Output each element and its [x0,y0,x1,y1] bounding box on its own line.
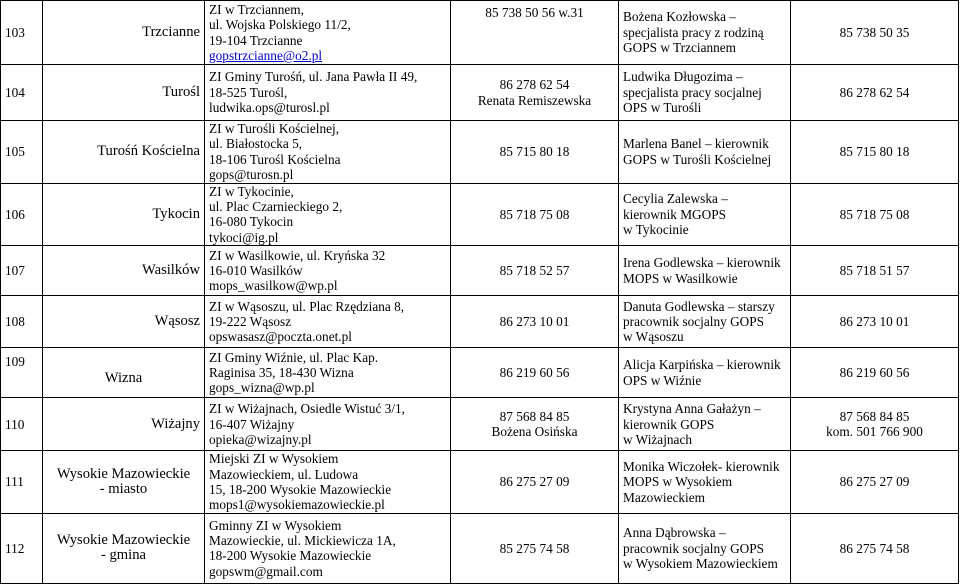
contact-line: Anna Dąbrowska – [623,525,726,541]
address-line: ZI Gminy Wiźnie, ul. Plac Kap. [209,349,379,365]
table-row [1,451,959,514]
address-line: Miejski ZI w Wysokiem [209,451,339,467]
address-cell [205,121,451,184]
row-number: 107 [1,246,43,296]
phone-cell [451,183,619,246]
row-number: 111 [1,451,43,514]
address-line: ul. Białostocka 5, [209,136,303,152]
address-cell [205,398,451,451]
address-line: ul. Wojska Polskiego 11/2, [209,17,351,33]
contact-person-cell [619,451,791,514]
phone-cell [451,348,619,398]
address-line: 16-407 Wiżajny [209,416,295,432]
contact-phone: 85 718 75 08 [791,183,959,246]
city-name: Trzcianne [43,1,205,65]
phone-number: 86 273 10 01 [499,314,570,330]
address-line: ZI w Trzciannem, [209,1,304,17]
contact-line: MOPS w Wasilkowie [623,270,738,286]
contact-line: Mazowieckiem [623,489,705,505]
contact-line: GOPS w Turośli Kościelnej [623,151,772,167]
contact-line: Ludwika Długozima – [623,69,743,85]
phone-cell [451,296,619,348]
table-row [1,348,959,398]
table-row [1,1,959,65]
city-name-cell [43,451,205,514]
table-row [1,65,959,121]
phone-number: 85 718 75 08 [499,206,570,222]
address-line: ZI w Wiżajnach, Osiedle Wistuć 3/1, [209,401,405,417]
contact-line: pracownik socjalny GOPS [623,314,765,330]
city-name: Turośń Kościelna [43,121,205,184]
phone-cell [451,451,619,514]
phone-number: 86 278 62 54 [499,77,570,93]
contact-phone: 86 273 10 01 [791,296,959,348]
row-number: 104 [1,65,43,121]
address-cell [205,513,451,583]
address-line: ZI w Turośli Kościelnej, [209,121,340,136]
contact-line: Marlena Banel – kierownik [623,136,769,152]
table-row [1,296,959,348]
city-name: Wysokie Mazowieckie [56,465,191,482]
contact-line: pracownik socjalny GOPS [623,540,765,556]
address-line: 18-525 Turośl, [209,84,288,100]
phone-number: 86 275 27 09 [499,474,570,490]
address-line: 16-010 Wasilków [209,263,303,279]
city-name: Wiżajny [43,398,205,451]
row-number: 106 [1,183,43,246]
contact-person-cell [619,513,791,583]
contact-line: OPS w Turośli [623,100,702,116]
address-line: Gminny ZI w Wysokiem [209,517,342,533]
address-cell [205,246,451,296]
city-name-cell [43,513,205,583]
contact-line: Cecylia Zalewska – [623,191,728,207]
contact-line: OPS w Wiźnie [623,372,702,388]
address-line: 18-106 Turośl Kościelna [209,151,341,167]
city-name: Turośl [43,65,205,121]
contact-line: w Wysokiem Mazowieckiem [623,556,778,572]
phone-cell [451,246,619,296]
contact-line: w Wiżajnach [623,431,692,447]
address-line: Mazowieckie, ul. Mickiewicza 1A, [209,532,396,548]
contact-line: Irena Godlewska – kierownik [623,255,781,271]
phone-cell [451,398,619,451]
contact-line: Krystyna Anna Gałażyn – [623,401,761,417]
address-line: ZI w Wąsoszu, ul. Plac Rzędziana 8, [209,298,405,314]
row-number: 109 [1,348,43,398]
table-row [1,183,959,246]
contact-line: GOPS w Trzciannem [623,40,737,56]
email-text: mops_wasilkow@wp.pl [209,278,338,294]
contact-person-cell [619,296,791,348]
address-line: 19-104 Trzcianne [209,32,303,48]
phone-cell [451,513,619,583]
city-name: Wasilków [43,246,205,296]
contact-line: w Wąsoszu [623,329,684,345]
phone-number: 87 568 84 85 [499,408,570,424]
contact-person-cell [619,1,791,65]
contact-line: specjalista pracy socjalnej [623,84,762,100]
address-cell [205,451,451,514]
email-text: opieka@wizajny.pl [209,431,312,447]
contact-person-cell [619,246,791,296]
contact-phone-cell [791,398,959,451]
address-line: ZI w Tykocinie, [209,183,294,199]
contact-phone: 86 278 62 54 [791,65,959,121]
address-line: Mazowieckiem, ul. Ludowa [209,466,359,482]
contact-phone: 85 715 80 18 [791,121,959,184]
contact-person-cell [619,398,791,451]
city-name: Wizna [43,348,205,398]
phone-number: 85 715 80 18 [499,144,570,160]
address-cell [205,296,451,348]
contact-line: Monika Wiczołek- kierownik [623,458,780,474]
address-cell [205,65,451,121]
row-number: 112 [1,513,43,583]
row-number: 108 [1,296,43,348]
address-line: 16-080 Tykocin [209,214,294,230]
contact-person-cell [619,65,791,121]
city-subtype: - miasto [99,481,148,498]
address-line: 15, 18-200 Wysokie Mazowieckie [209,482,392,498]
contact-person-cell [619,121,791,184]
email-link[interactable]: gopstrzcianne@o2.pl [209,47,323,63]
email-text: opswasasz@poczta.onet.pl [209,329,352,345]
address-line: Raginisa 35, 18-430 Wizna [209,365,354,381]
address-cell [205,1,451,65]
contact-line: w Tykocinie [623,222,689,238]
contact-person-cell [619,348,791,398]
row-number: 105 [1,121,43,184]
email-text: mops1@wysokiemazowieckie.pl [209,497,385,513]
phone-number: 85 738 50 56 w.31 [485,5,584,20]
phone-cell [451,1,619,65]
address-cell [205,348,451,398]
address-line: ZI Gminy Turośń, ul. Jana Pawła II 49, [209,69,418,85]
contact-phone: 85 718 51 57 [791,246,959,296]
contact-line: Danuta Godlewska – starszy [623,298,775,314]
table-row [1,121,959,184]
contact-phone: 87 568 84 85 [839,408,910,424]
phone-contact-name: Renata Remiszewska [477,92,592,108]
address-line: ul. Plac Czarnieckiego 2, [209,199,343,215]
table-row [1,513,959,583]
address-cell [205,183,451,246]
phone-number: 85 275 74 58 [499,540,570,556]
email-text: gops_wizna@wp.pl [209,380,315,396]
contact-mobile: kom. 501 766 900 [826,424,923,440]
contact-phone: 86 219 60 56 [791,348,959,398]
contact-phone: 85 738 50 35 [791,1,959,65]
phone-number: 86 219 60 56 [499,365,570,381]
city-name: Wysokie Mazowieckie [56,531,191,548]
contact-person-cell [619,183,791,246]
contact-line: Bożena Kozłowska – [623,9,736,25]
contact-line: kierownik GOPS [623,416,715,432]
phone-contact-name: Bożena Osińska [491,424,578,440]
address-line: 19-222 Wąsosz [209,314,292,330]
city-subtype: - gmina [101,547,146,564]
contact-phone: 86 275 27 09 [791,451,959,514]
email-text: tykoci@ig.pl [209,229,279,245]
email-text: gops@turosn.pl [209,167,294,183]
phone-cell [451,65,619,121]
table-row [1,398,959,451]
contact-phone: 86 275 74 58 [791,513,959,583]
phone-cell [451,121,619,184]
row-number: 103 [1,1,43,65]
contact-line: kierownik MGOPS [623,206,727,222]
email-text: ludwika.ops@turosl.pl [209,100,330,116]
address-line: 18-200 Wysokie Mazowieckie [209,548,372,564]
address-line: ZI w Wasilkowie, ul. Kryńska 32 [209,247,386,263]
city-name: Tykocin [43,183,205,246]
row-number: 110 [1,398,43,451]
phone-number: 85 718 52 57 [499,263,570,279]
contact-line: Alicja Karpińska – kierownik [623,357,781,373]
email-text: gopswm@gmail.com [209,563,323,579]
contact-line: specjalista pracy z rodziną [623,24,764,40]
city-name: Wąsosz [43,296,205,348]
table-row [1,246,959,296]
contact-line: MOPS w Wysokiem [623,474,733,490]
